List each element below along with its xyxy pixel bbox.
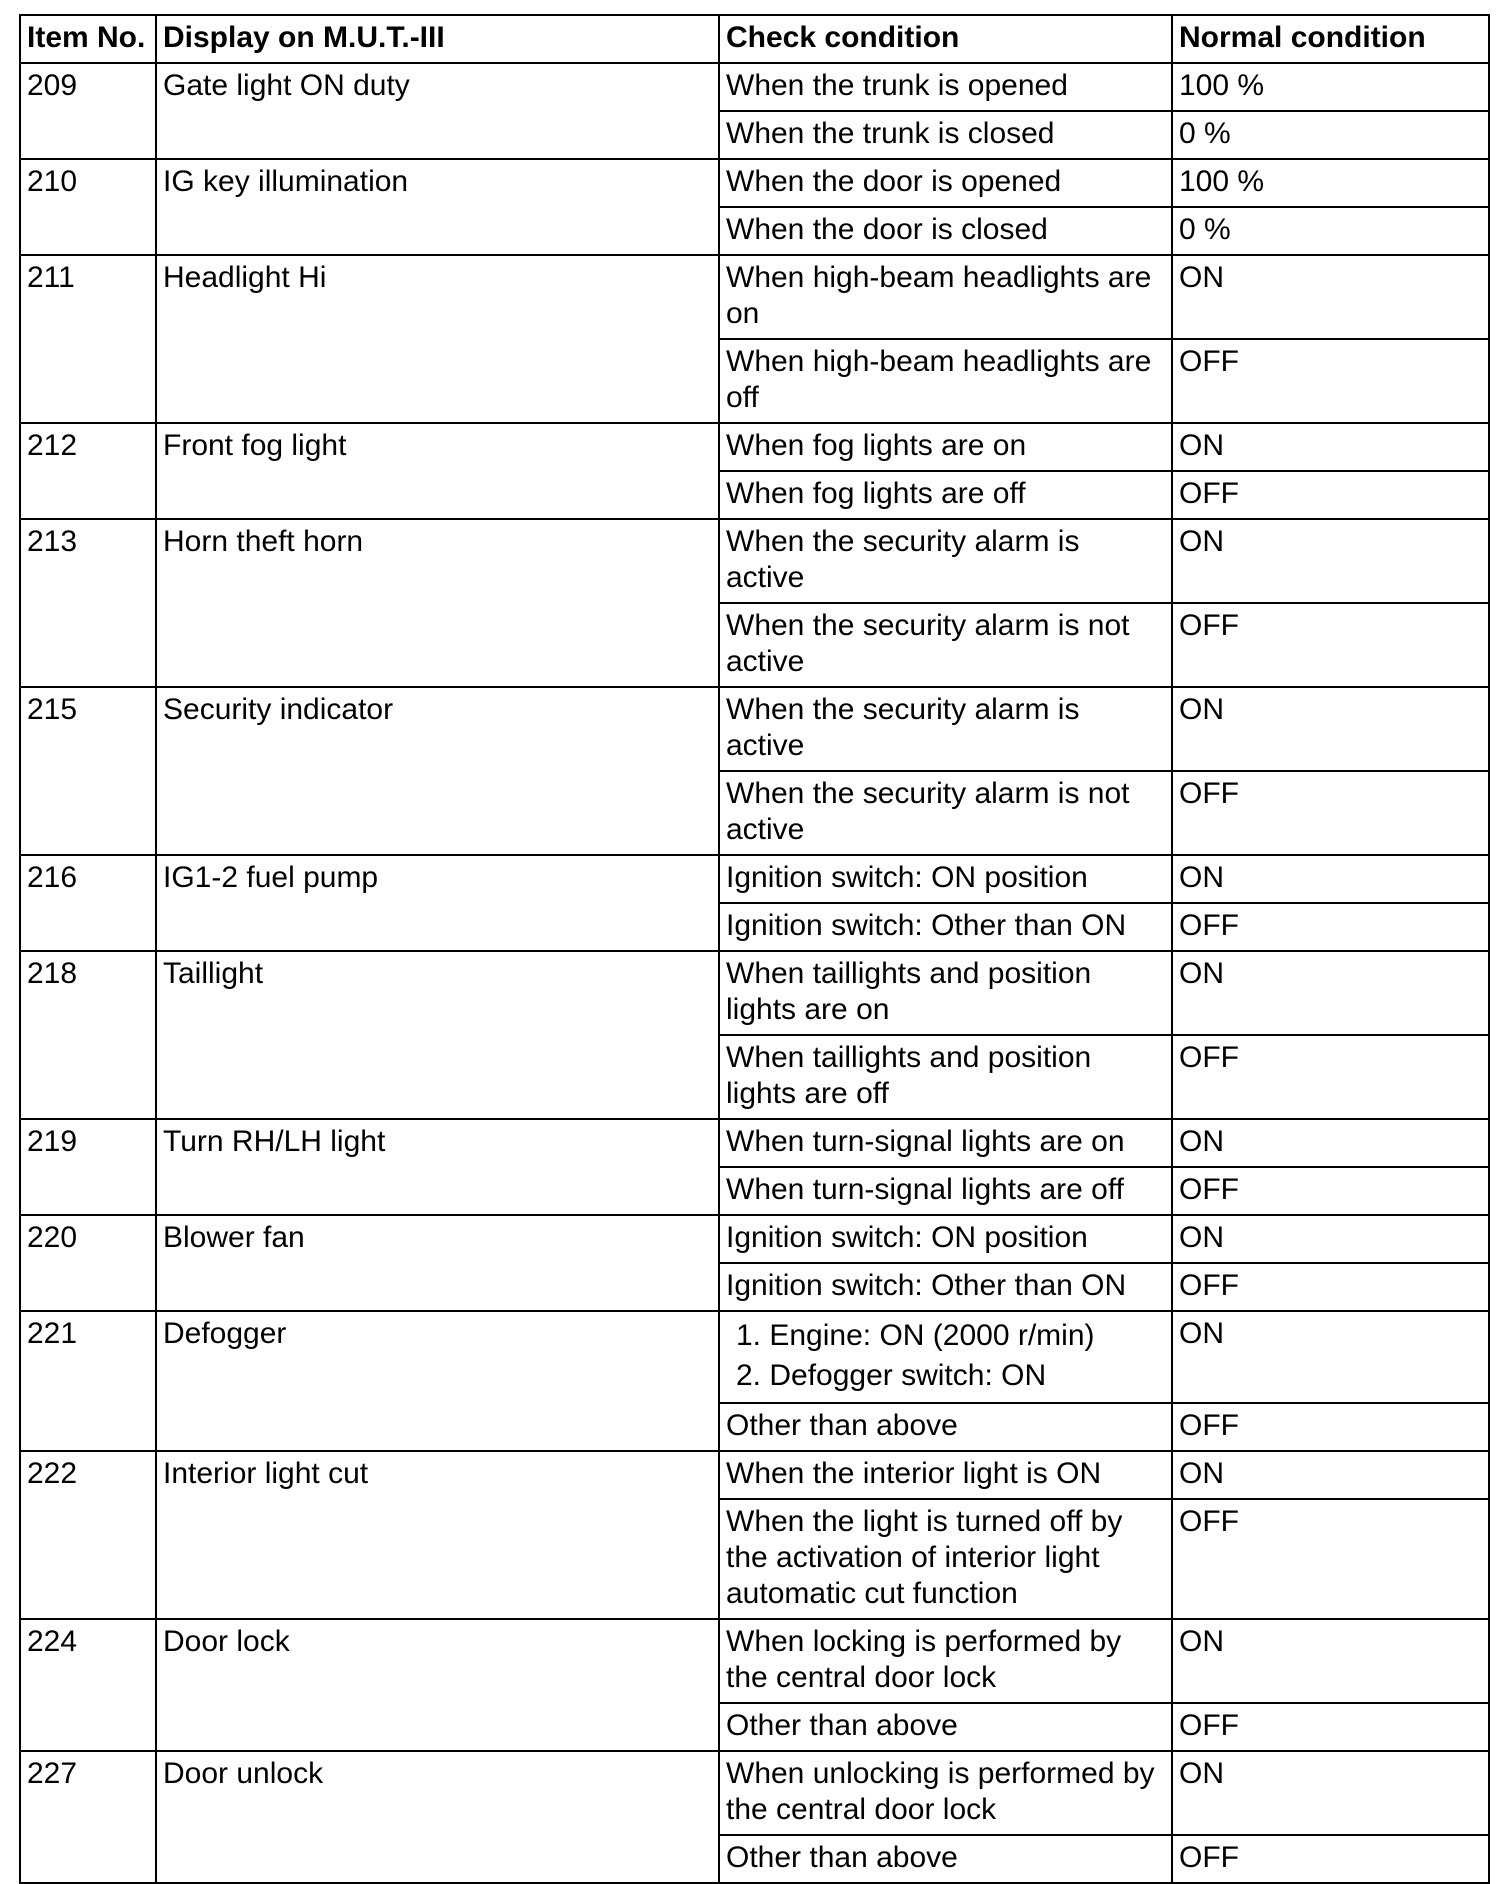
normal-condition-cell: OFF bbox=[1172, 1835, 1489, 1883]
check-condition-cell: When high-beam headlights are on bbox=[719, 255, 1172, 339]
header-normal-condition: Normal condition bbox=[1172, 15, 1489, 63]
item-no-cell: 220 bbox=[20, 1215, 156, 1311]
normal-condition-cell: ON bbox=[1172, 687, 1489, 771]
table-header bbox=[20, 15, 1489, 63]
display-name-cell: Horn theft horn bbox=[156, 519, 719, 687]
check-condition-cell: Ignition switch: ON position bbox=[719, 855, 1172, 903]
normal-condition-cell: ON bbox=[1172, 519, 1489, 603]
display-name-cell: Blower fan bbox=[156, 1215, 719, 1311]
normal-condition-cell: ON bbox=[1172, 1451, 1489, 1499]
check-condition-cell: When fog lights are on bbox=[719, 423, 1172, 471]
header-display: Display on M.U.T.-III bbox=[156, 15, 719, 63]
item-no-cell: 219 bbox=[20, 1119, 156, 1215]
table-row bbox=[20, 519, 1489, 603]
item-no-cell: 222 bbox=[20, 1451, 156, 1619]
check-condition-cell: When the security alarm is not active bbox=[719, 771, 1172, 855]
table-row bbox=[20, 1451, 1489, 1499]
table-body bbox=[20, 63, 1489, 1883]
table-row bbox=[20, 159, 1489, 207]
check-condition-cell: When turn-signal lights are off bbox=[719, 1167, 1172, 1215]
normal-condition-cell: OFF bbox=[1172, 1167, 1489, 1215]
check-condition-cell: When the door is closed bbox=[719, 207, 1172, 255]
table-row bbox=[20, 255, 1489, 339]
check-condition-step: 1. Engine: ON (2000 r/min) bbox=[736, 1319, 1095, 1352]
table-row bbox=[20, 1215, 1489, 1263]
normal-condition-cell: ON bbox=[1172, 1619, 1489, 1703]
display-name-cell: Gate light ON duty bbox=[156, 63, 719, 159]
normal-condition-cell: OFF bbox=[1172, 339, 1489, 423]
normal-condition-cell: 0 % bbox=[1172, 111, 1489, 159]
table-row bbox=[20, 1311, 1489, 1403]
normal-condition-cell: OFF bbox=[1172, 771, 1489, 855]
check-condition-cell: When locking is performed by the central door lock bbox=[719, 1619, 1172, 1703]
check-condition-cell: When taillights and position lights are off bbox=[719, 1035, 1172, 1119]
display-name-cell: Defogger bbox=[156, 1311, 719, 1451]
display-name-cell: Interior light cut bbox=[156, 1451, 719, 1619]
check-condition-cell: When the light is turned off by the activation of interior light automatic cut function bbox=[719, 1499, 1172, 1619]
item-no-cell: 209 bbox=[20, 63, 156, 159]
check-condition-cell: When the interior light is ON bbox=[719, 1451, 1172, 1499]
table-row bbox=[20, 951, 1489, 1035]
table-row bbox=[20, 63, 1489, 111]
item-no-cell: 218 bbox=[20, 951, 156, 1119]
normal-condition-cell: OFF bbox=[1172, 1263, 1489, 1311]
table-row bbox=[20, 423, 1489, 471]
header-item-no: Item No. bbox=[20, 15, 156, 63]
normal-condition-cell: 100 % bbox=[1172, 159, 1489, 207]
table-row bbox=[20, 1119, 1489, 1167]
normal-condition-cell: 100 % bbox=[1172, 63, 1489, 111]
check-condition-cell: Other than above bbox=[719, 1403, 1172, 1451]
display-name-cell: Headlight Hi bbox=[156, 255, 719, 423]
item-no-cell: 221 bbox=[20, 1311, 156, 1451]
check-condition-cell: When the trunk is closed bbox=[719, 111, 1172, 159]
check-condition-cell: Other than above bbox=[719, 1835, 1172, 1883]
check-condition-cell: When the security alarm is active bbox=[719, 519, 1172, 603]
check-condition-cell: When the security alarm is active bbox=[719, 687, 1172, 771]
normal-condition-cell: OFF bbox=[1172, 1035, 1489, 1119]
normal-condition-cell: ON bbox=[1172, 1215, 1489, 1263]
normal-condition-cell: ON bbox=[1172, 951, 1489, 1035]
check-condition-cell: Ignition switch: Other than ON bbox=[719, 1263, 1172, 1311]
check-condition-cell: When unlocking is performed by the central door lock bbox=[719, 1751, 1172, 1835]
normal-condition-cell: 0 % bbox=[1172, 207, 1489, 255]
item-no-cell: 212 bbox=[20, 423, 156, 519]
check-condition-cell: When turn-signal lights are on bbox=[719, 1119, 1172, 1167]
normal-condition-cell: ON bbox=[1172, 423, 1489, 471]
display-name-cell: IG key illumination bbox=[156, 159, 719, 255]
normal-condition-cell: OFF bbox=[1172, 471, 1489, 519]
normal-condition-cell: OFF bbox=[1172, 1703, 1489, 1751]
normal-condition-cell: ON bbox=[1172, 1119, 1489, 1167]
display-name-cell: Door unlock bbox=[156, 1751, 719, 1883]
check-condition-cell: When high-beam headlights are off bbox=[719, 339, 1172, 423]
normal-condition-cell: ON bbox=[1172, 1751, 1489, 1835]
check-condition-cell: Ignition switch: Other than ON bbox=[719, 903, 1172, 951]
check-condition-cell: When the door is opened bbox=[719, 159, 1172, 207]
item-no-cell: 210 bbox=[20, 159, 156, 255]
item-no-cell: 216 bbox=[20, 855, 156, 951]
check-condition-cell: Ignition switch: ON position bbox=[719, 1215, 1172, 1263]
check-condition-cell: When taillights and position lights are on bbox=[719, 951, 1172, 1035]
table-row bbox=[20, 1619, 1489, 1703]
check-condition-step: 2. Defogger switch: ON bbox=[736, 1359, 1047, 1392]
item-no-cell: 213 bbox=[20, 519, 156, 687]
table-row bbox=[20, 855, 1489, 903]
data-list-table bbox=[19, 14, 1490, 1884]
check-condition-cell bbox=[719, 1311, 1172, 1403]
normal-condition-cell: OFF bbox=[1172, 903, 1489, 951]
normal-condition-cell: ON bbox=[1172, 255, 1489, 339]
check-condition-cell: When the security alarm is not active bbox=[719, 603, 1172, 687]
header-check-condition: Check condition bbox=[719, 15, 1172, 63]
display-name-cell: Door lock bbox=[156, 1619, 719, 1751]
display-name-cell: Security indicator bbox=[156, 687, 719, 855]
header-row bbox=[20, 15, 1489, 63]
table-row bbox=[20, 687, 1489, 771]
normal-condition-cell: OFF bbox=[1172, 1499, 1489, 1619]
check-condition-cell: When fog lights are off bbox=[719, 471, 1172, 519]
item-no-cell: 215 bbox=[20, 687, 156, 855]
item-no-cell: 211 bbox=[20, 255, 156, 423]
item-no-cell: 224 bbox=[20, 1619, 156, 1751]
item-no-cell: 227 bbox=[20, 1751, 156, 1883]
check-condition-cell: Other than above bbox=[719, 1703, 1172, 1751]
normal-condition-cell: ON bbox=[1172, 855, 1489, 903]
table-row bbox=[20, 1751, 1489, 1835]
check-condition-cell: When the trunk is opened bbox=[719, 63, 1172, 111]
display-name-cell: Front fog light bbox=[156, 423, 719, 519]
display-name-cell: Turn RH/LH light bbox=[156, 1119, 719, 1215]
display-name-cell: Taillight bbox=[156, 951, 719, 1119]
normal-condition-cell: OFF bbox=[1172, 603, 1489, 687]
normal-condition-cell: OFF bbox=[1172, 1403, 1489, 1451]
display-name-cell: IG1-2 fuel pump bbox=[156, 855, 719, 951]
normal-condition-cell: ON bbox=[1172, 1311, 1489, 1403]
